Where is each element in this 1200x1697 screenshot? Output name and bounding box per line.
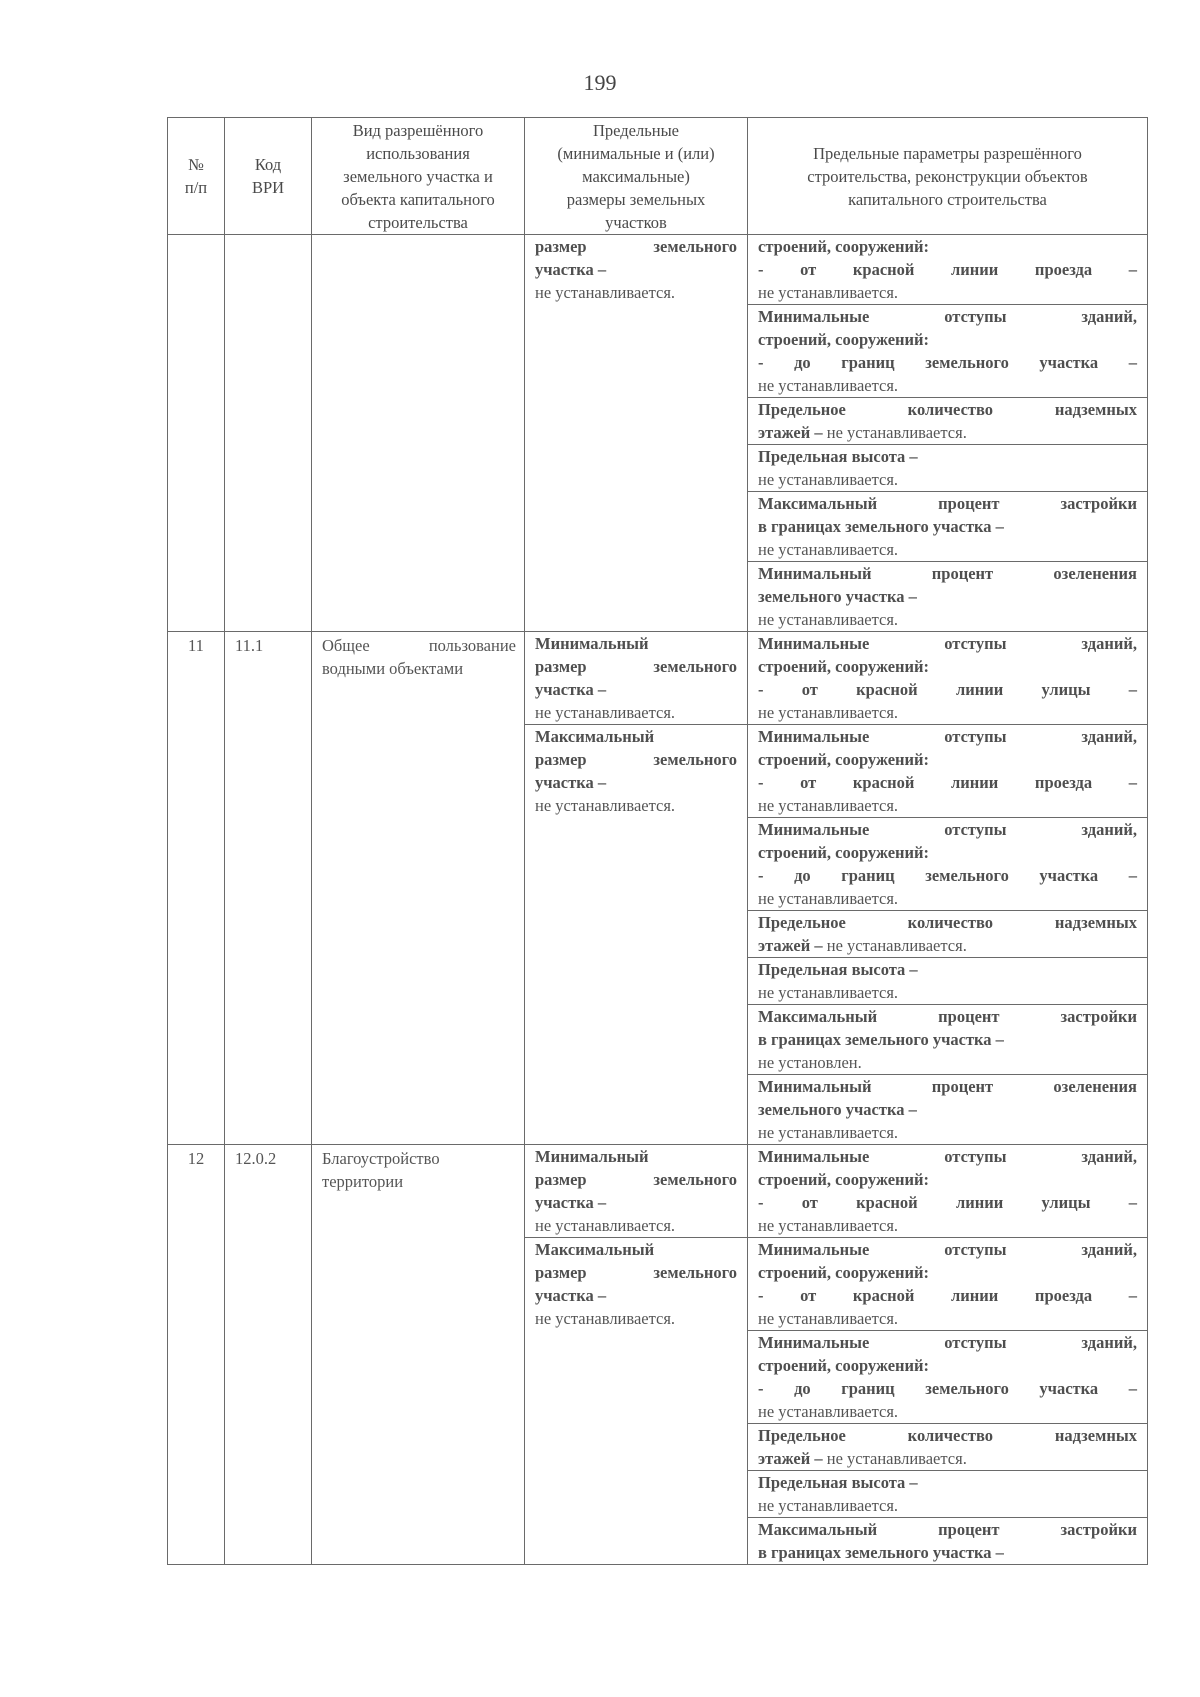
param-bold-line: строений, сооружений:	[758, 237, 930, 256]
param-bold-line: Максимальный процент застройки	[758, 1007, 1137, 1026]
param-block	[748, 305, 1147, 398]
param-value-text: не устанавливается.	[758, 283, 899, 302]
cont-params-cell	[748, 235, 1148, 632]
cont-code-cell	[225, 235, 312, 632]
param-value-text: не устанавливается.	[758, 470, 899, 489]
row12-vri-line-2: территории	[322, 1172, 404, 1191]
row11-max-size	[525, 725, 747, 817]
param-bold-line: - от красной линии проезда –	[758, 1286, 1137, 1305]
cont-size-bold-2: участка –	[535, 260, 607, 279]
page-number: 199	[583, 70, 617, 95]
row12-min-size-bold-3: участка –	[535, 1193, 607, 1212]
row11-min-size	[525, 632, 747, 725]
row11-max-size-bold-1: Максимальный	[535, 727, 655, 746]
param-bold-line: в границах земельного участка –	[758, 1030, 1004, 1049]
row12-max-size-bold-2: размер земельного	[535, 1263, 737, 1282]
param-value-text: не устанавливается.	[758, 1402, 899, 1421]
header-line: использования	[366, 143, 470, 163]
cont-size-text: не устанавливается.	[535, 283, 676, 302]
param-block	[748, 1424, 1147, 1471]
param-bold-line: строений, сооружений:	[758, 330, 930, 349]
param-block	[748, 958, 1147, 1005]
param-bold-line: Минимальные отступы зданий,	[758, 1333, 1137, 1352]
header-code	[225, 118, 312, 235]
param-block	[748, 911, 1147, 958]
cont-size-bold-1: размер земельного	[535, 237, 737, 256]
param-bold-line: Минимальные отступы зданий,	[758, 1240, 1137, 1259]
cont-size-cell	[525, 235, 748, 632]
param-block	[748, 818, 1147, 911]
header-line: строительства	[368, 212, 468, 232]
param-block	[748, 1238, 1147, 1331]
param-mixed-text: не устанавливается.	[822, 423, 967, 442]
row11-vri-line-1: Общее пользование	[322, 636, 516, 655]
param-bold-line: Предельное количество надземных	[758, 913, 1137, 932]
cont-size-block	[525, 235, 747, 304]
param-bold-line: в границах земельного участка –	[758, 517, 1004, 536]
param-bold-line: Минимальные отступы зданий,	[758, 727, 1137, 746]
row11-size-cell	[525, 632, 748, 1145]
row11-vri	[312, 632, 525, 1145]
param-block	[748, 562, 1147, 631]
param-bold-line: - до границ земельного участка –	[758, 866, 1137, 885]
param-bold-line: строений, сооружений:	[758, 1356, 930, 1375]
param-block	[748, 445, 1147, 492]
header-line: размеры земельных	[566, 189, 706, 209]
table-row-11	[168, 632, 1148, 1145]
row12-size-cell	[525, 1145, 748, 1565]
param-bold-line: - до границ земельного участка –	[758, 1379, 1137, 1398]
header-line: земельного участка и	[343, 166, 493, 186]
header-line: Вид разрешённого	[352, 120, 484, 140]
regulations-table	[167, 117, 1148, 1565]
param-bold-line: Предельная высота –	[758, 1473, 918, 1492]
header-params	[748, 118, 1148, 235]
header-line: Предельные	[593, 120, 679, 140]
param-bold-line: земельного участка –	[758, 1100, 917, 1119]
param-mixed-bold: этажей –	[758, 936, 823, 955]
header-size	[525, 118, 748, 235]
param-bold-line: - до границ земельного участка –	[758, 353, 1137, 372]
param-bold-line: строений, сооружений:	[758, 657, 930, 676]
row12-params-list	[748, 1145, 1147, 1564]
row12-params-cell	[748, 1145, 1148, 1565]
row12-min-size-bold-1: Минимальный	[535, 1147, 649, 1166]
param-block	[748, 1145, 1147, 1238]
row11-params-cell	[748, 632, 1148, 1145]
param-mixed-line	[758, 1447, 1137, 1470]
param-value-text: не установлен.	[758, 1053, 862, 1072]
param-bold-line: Максимальный процент застройки	[758, 1520, 1137, 1539]
param-value-text: не устанавливается.	[758, 889, 899, 908]
row12-vri	[312, 1145, 525, 1565]
header-line: капитального строительства	[848, 189, 1047, 209]
row12-vri-line-1: Благоустройство	[322, 1149, 440, 1168]
table-header-row	[168, 118, 1148, 235]
param-value-text: не устанавливается.	[758, 540, 899, 559]
param-bold-line: Максимальный процент застройки	[758, 494, 1137, 513]
param-block	[748, 725, 1147, 818]
row12-min-size	[525, 1145, 747, 1238]
param-mixed-bold: этажей –	[758, 423, 823, 442]
table-row-continued	[168, 235, 1148, 632]
header-vri	[312, 118, 525, 235]
param-bold-line: Минимальный процент озеленения	[758, 564, 1137, 583]
row11-num: 11	[168, 632, 225, 1145]
header-line: Код	[254, 155, 282, 174]
row12-min-size-bold-2: размер земельного	[535, 1170, 737, 1189]
header-line: объекта капитального	[341, 189, 495, 209]
header-num	[168, 118, 225, 235]
row11-min-size-text: не устанавливается.	[535, 703, 676, 722]
param-block	[748, 1005, 1147, 1075]
row12-max-size	[525, 1238, 747, 1330]
param-bold-line: - от красной линии улицы –	[758, 1193, 1137, 1212]
param-bold-line: земельного участка –	[758, 587, 917, 606]
row12-max-size-bold-3: участка –	[535, 1286, 607, 1305]
param-block	[748, 1518, 1147, 1564]
row12-num: 12	[168, 1145, 225, 1565]
param-value-text: не устанавливается.	[758, 1309, 899, 1328]
param-bold-line: Минимальные отступы зданий,	[758, 307, 1137, 326]
row11-max-size-bold-2: размер земельного	[535, 750, 737, 769]
param-value-text: не устанавливается.	[758, 376, 899, 395]
param-value-text: не устанавливается.	[758, 1496, 899, 1515]
row11-min-size-bold-1: Минимальный	[535, 634, 649, 653]
header-line: строительства, реконструкции объектов	[807, 166, 1088, 186]
param-mixed-line	[758, 421, 1137, 444]
param-mixed-text: не устанавливается.	[822, 936, 967, 955]
param-bold-line: - от красной линии проезда –	[758, 260, 1137, 279]
param-block	[748, 235, 1147, 305]
param-block	[748, 1331, 1147, 1424]
param-block	[748, 1075, 1147, 1144]
row12-code: 12.0.2	[225, 1145, 312, 1565]
param-bold-line: - от красной линии проезда –	[758, 773, 1137, 792]
cont-num-cell	[168, 235, 225, 632]
param-bold-line: - от красной линии улицы –	[758, 680, 1137, 699]
param-bold-line: Минимальные отступы зданий,	[758, 1147, 1137, 1166]
header-line: максимальные)	[582, 166, 690, 186]
header-line: №	[188, 155, 204, 174]
param-bold-line: Минимальные отступы зданий,	[758, 634, 1137, 653]
param-value-text: не устанавливается.	[758, 610, 899, 629]
param-value-text: не устанавливается.	[758, 983, 899, 1002]
row11-min-size-bold-2: размер земельного	[535, 657, 737, 676]
param-value-text: не устанавливается.	[758, 1216, 899, 1235]
header-line: п/п	[184, 178, 208, 197]
row11-params-list	[748, 632, 1147, 1144]
param-block	[748, 492, 1147, 562]
table-row-12	[168, 1145, 1148, 1565]
param-bold-line: строений, сооружений:	[758, 1170, 930, 1189]
row12-min-size-text: не устанавливается.	[535, 1216, 676, 1235]
cont-vri-cell	[312, 235, 525, 632]
header-line: ВРИ	[251, 178, 285, 197]
param-value-text: не устанавливается.	[758, 1123, 899, 1142]
param-mixed-text: не устанавливается.	[822, 1449, 967, 1468]
param-bold-line: Минимальные отступы зданий,	[758, 820, 1137, 839]
header-line: участков	[605, 212, 667, 232]
param-bold-line: Минимальный процент озеленения	[758, 1077, 1137, 1096]
param-bold-line: Предельное количество надземных	[758, 1426, 1137, 1445]
param-bold-line: в границах земельного участка –	[758, 1543, 1004, 1562]
row11-code: 11.1	[225, 632, 312, 1145]
header-line: Предельные параметры разрешённого	[813, 143, 1082, 163]
param-bold-line: Предельное количество надземных	[758, 400, 1137, 419]
row11-max-size-bold-3: участка –	[535, 773, 607, 792]
param-bold-line: строений, сооружений:	[758, 750, 930, 769]
row12-max-size-bold-1: Максимальный	[535, 1240, 655, 1259]
param-bold-line: Предельная высота –	[758, 960, 918, 979]
param-bold-line: строений, сооружений:	[758, 843, 930, 862]
param-block	[748, 632, 1147, 725]
row11-vri-line-2: водными объектами	[322, 659, 464, 678]
param-value-text: не устанавливается.	[758, 703, 899, 722]
param-block	[748, 1471, 1147, 1518]
param-mixed-line	[758, 934, 1137, 957]
param-value-text: не устанавливается.	[758, 796, 899, 815]
row11-min-size-bold-3: участка –	[535, 680, 607, 699]
param-block	[748, 398, 1147, 445]
row12-max-size-text: не устанавливается.	[535, 1309, 676, 1328]
header-line: (минимальные и (или)	[557, 143, 715, 163]
param-bold-line: Предельная высота –	[758, 447, 918, 466]
param-mixed-bold: этажей –	[758, 1449, 823, 1468]
cont-params-list	[748, 235, 1147, 631]
row11-max-size-text: не устанавливается.	[535, 796, 676, 815]
param-bold-line: строений, сооружений:	[758, 1263, 930, 1282]
